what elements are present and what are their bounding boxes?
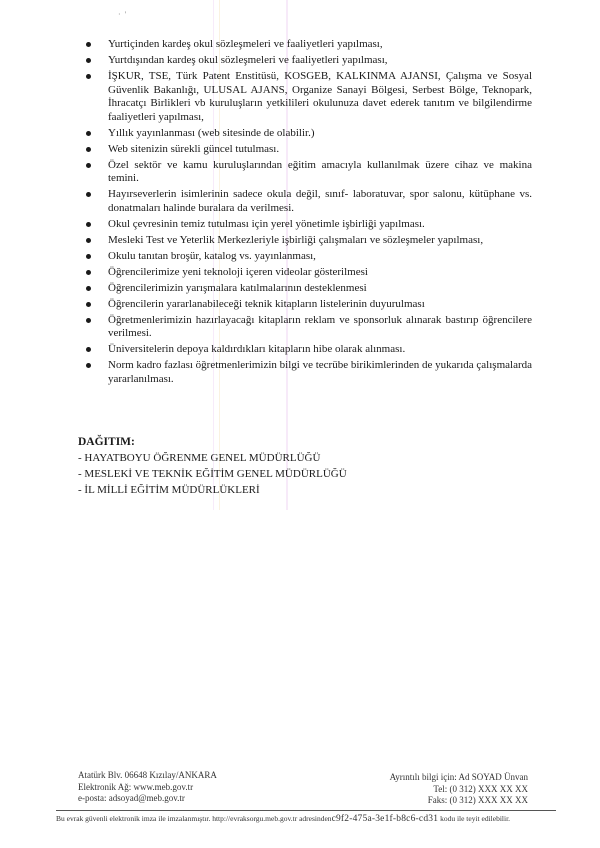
bullet-icon [86, 254, 91, 259]
list-item [82, 127, 532, 141]
bullet-icon [86, 363, 91, 368]
list-item [82, 54, 532, 68]
footer-address: Atatürk Blv. 06648 Kızılay/ANKARA [78, 770, 217, 780]
list-item-text: Okulu tanıtan broşür, katalog vs. yayınlanması, [108, 249, 316, 262]
list-item-text: Norm kadro fazlası öğretmenlerimizin bilgi ve tecrübe birikimlerinden de yukarıda çalışmalarda yararlanılması. [108, 359, 532, 385]
bullet-icon [86, 163, 91, 168]
footer-web: Elektronik Ağ: www.meb.gov.tr [78, 781, 194, 792]
bullet-icon [86, 318, 91, 323]
list-item-text: Öğretmenlerimizin hazırlayacağı kitapların reklam ve sponsorluk alınarak bastırıp öğrencilere verilmesi. [108, 313, 532, 340]
list-item [82, 188, 532, 215]
list-item-text: İŞKUR, TSE, Türk Patent Enstitüsü, KOSGEB, KALKINMA AJANSI, Çalışma ve Sosyal Güvenlik Bakanlığı, ULUSAL AJANS, Organize Sanayi Bölgesi, Serbest Bölge, Teknopark, İhracatçı Birlikleri vb kuruluşların yetkilileri okulunuza davet ederek tanıtım ve bilgilendirme faaliyetleri yapılması, [108, 69, 532, 123]
bullet-icon [86, 347, 91, 352]
list-item [82, 143, 532, 157]
footer-email: e-posta: adsoyad@meb.gov.tr [78, 793, 185, 803]
distribution-heading: DAĞITIM: [78, 436, 135, 448]
list-item [82, 359, 532, 386]
verification-code: c9f2-475a-3e1f-b8c6-cd31 [331, 814, 439, 824]
list-item [82, 159, 532, 186]
bullet-icon [86, 270, 91, 275]
list-item [82, 282, 532, 296]
list-item-text: Öğrencilerin yararlanabileceği teknik kitapların listelerinin duyurulması [108, 297, 425, 310]
scan-mark: · ' [118, 10, 128, 19]
list-item [82, 218, 532, 232]
bullet-icon [86, 42, 91, 47]
list-item-text: Yıllık yayınlanması (web sitesinde de olabilir.) [108, 126, 315, 139]
verification-suffix: kodu ile teyit edilebilir. [438, 814, 511, 823]
distribution-item: - HAYATBOYU ÖĞRENME GENEL MÜDÜRLÜĞÜ [78, 452, 321, 464]
bullet-icon [86, 302, 91, 307]
verification-note [56, 810, 556, 824]
footer-tel: Tel: (0 312) XXX XX XX [433, 783, 528, 794]
list-item-text: Yurtdışından kardeş okul sözleşmeleri ve faaliyetleri yapılması, [108, 53, 388, 66]
list-item-text: Öğrencilerimizin yarışmalara katılmalarının desteklenmesi [108, 281, 367, 294]
bullet-icon [86, 131, 91, 136]
distribution-item: - MESLEKİ VE TEKNİK EĞİTİM GENEL MÜDÜRLÜĞÜ [78, 468, 347, 480]
bullet-icon [86, 222, 91, 227]
list-item-text: Üniversitelerin depoya kaldırdıkları kitapların hibe olarak alınması. [108, 343, 406, 356]
bullet-icon [86, 286, 91, 291]
verification-prefix: Bu evrak güvenli elektronik imza ile imzalanmıştır. http://evraksorgu.meb.gov.tr adresinden [56, 814, 332, 823]
list-item-text: Mesleki Test ve Yeterlik Merkezleriyle işbirliği çalışmaları ve sözleşmeler yapılması, [108, 233, 484, 246]
footer-contact: Ayrıntılı bilgi için: Ad SOYAD Ünvan [389, 772, 528, 782]
list-item [82, 250, 532, 264]
list-item [82, 298, 532, 312]
list-item-text: Okul çevresinin temiz tutulması için yerel yönetimle işbirliği yapılması. [108, 217, 425, 230]
list-item [82, 38, 532, 52]
distribution-block [78, 434, 347, 498]
list-item-text: Hayırseverlerin isimlerinin sadece okula değil, sınıf- laboratuvar, spor salonu, kütüphane vs. donatmaları halinde buralara da verilmesi. [108, 188, 532, 214]
bullet-icon [86, 147, 91, 152]
list-item-text: Web sitenizin sürekli güncel tutulması. [108, 142, 280, 155]
distribution-item: - İL MİLLİ EĞİTİM MÜDÜRLÜKLERİ [78, 484, 260, 496]
activity-list [82, 38, 532, 389]
list-item-text: Öğrencilerimize yeni teknoloji içeren videolar gösterilmesi [108, 265, 368, 278]
list-item [82, 314, 532, 341]
footer-contact-block [390, 772, 528, 807]
footer-address-block [78, 770, 217, 805]
list-item-text: Özel sektör ve kamu kuruluşlarından eğitim amacıyla kullanılmak üzere cihaz ve makina temini. [108, 158, 532, 185]
list-item [82, 343, 532, 357]
list-item [82, 70, 532, 124]
footer-fax: Faks: (0 312) XXX XX XX [427, 795, 528, 805]
bullet-icon [86, 238, 91, 243]
list-item-text: Yurtiçinden kardeş okul sözleşmeleri ve faaliyetleri yapılması, [108, 38, 383, 50]
list-item [82, 266, 532, 280]
bullet-icon [86, 58, 91, 63]
list-item [82, 234, 532, 248]
bullet-icon [86, 74, 91, 79]
bullet-icon [86, 192, 91, 197]
